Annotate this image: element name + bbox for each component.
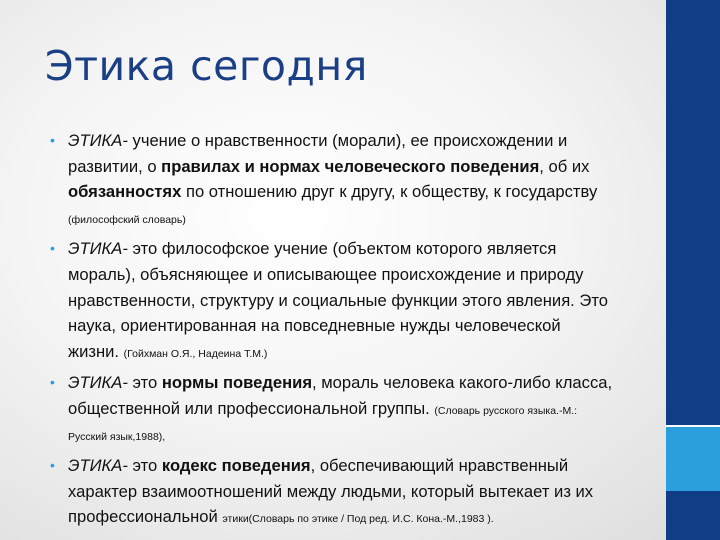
bullet-text: это (127, 456, 162, 476)
bullet-text: это философское учение (объектом которого является мораль), объясняющее и описывающее происхождение и природу нравственности, структуру и социальные функции этого явления. Это наука, ориентированная на повседневные нужды человеческой жизни. (68, 239, 608, 361)
bullet-text: , обеспечивающий нравственный характер взаимоотношений между людьми, который вытекает из их профессиональной (68, 456, 594, 527)
bullet-list (50, 128, 615, 536)
bullet-text: это (127, 373, 162, 393)
bullet-bold-text: нормы поведения (161, 373, 313, 393)
bullet-source: (Гойхман О.Я., Надеина Т.М.) (123, 347, 268, 360)
bullet-dot-icon: • (50, 457, 55, 474)
bullet-dot-icon: • (50, 132, 55, 148)
bullet-term: ЭТИКА- (68, 456, 128, 476)
bullet-bold-text: обязанностях (68, 182, 182, 202)
bullet-source: (философский словарь) (68, 213, 186, 226)
bullet-item-3 (50, 370, 615, 447)
bullet-dot-icon: • (50, 240, 55, 257)
bullet-item-4 (50, 453, 615, 530)
bullet-item-2 (50, 236, 615, 364)
bullet-text: , мораль человека какого-либо класса, общественной или профессиональной группы. (68, 373, 613, 418)
bullet-text: по отношению друг к другу, к обществу, к государству (181, 182, 598, 202)
bullet-source: (Словарь русского языка.-М.: Русский язык,1988), (68, 404, 578, 443)
bullet-term: ЭТИКА- (68, 131, 128, 150)
bullet-term: ЭТИКА- (68, 239, 128, 259)
bullet-dot-icon: • (50, 374, 55, 391)
bullet-text: , об их (539, 156, 590, 176)
right-decorative-bar (666, 0, 720, 540)
bullet-bold-text: кодекс поведения (161, 456, 311, 476)
bullet-item-1 (50, 128, 615, 230)
bullet-source: этики(Словарь по этике / Под ред. И.С. Кона.-М.,1983 ). (222, 513, 494, 526)
bullet-bold-text: правилах и нормах человеческого поведения (161, 156, 540, 176)
bullet-text: учение о нравственности (морали), ее происхождении и развитии, о (68, 131, 568, 176)
slide-title: Этика сегодня (45, 42, 368, 90)
right-bar-accent-block (666, 427, 720, 491)
bullet-term: ЭТИКА- (68, 373, 128, 393)
